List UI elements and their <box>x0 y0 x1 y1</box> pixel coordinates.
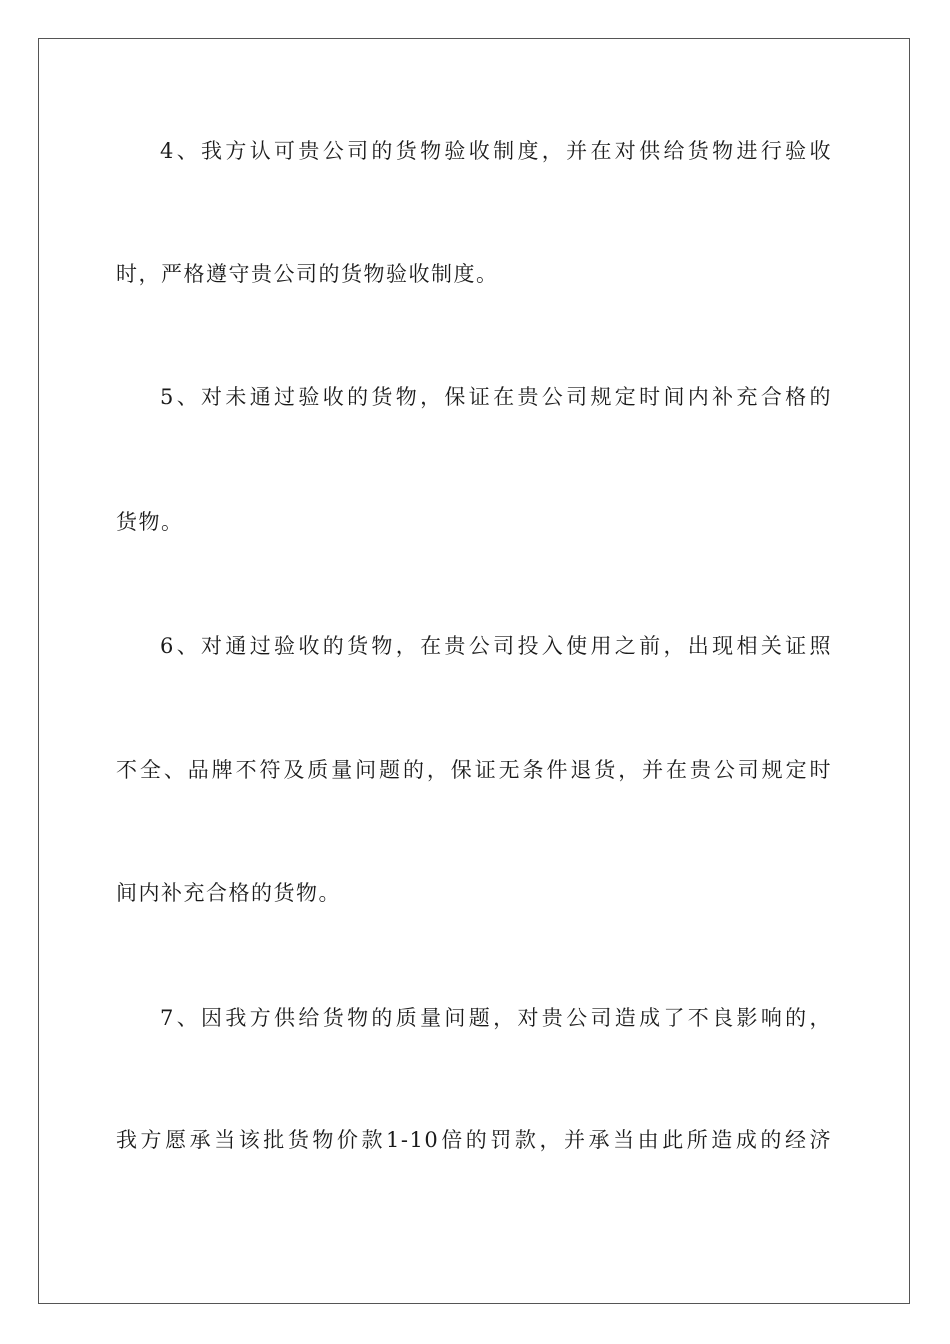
paragraph-4-line-2: 时，严格遵守贵公司的货物验收制度。 <box>116 262 499 286</box>
paragraph-6-line-2: 不全、品牌不符及质量问题的，保证无条件退货，并在贵公司规定时 <box>116 758 832 782</box>
paragraph-6-line-3: 间内补充合格的货物。 <box>116 881 341 905</box>
paragraph-7-line-1: 7、因我方供给货物的质量问题，对贵公司造成了不良影响的， <box>160 1006 832 1030</box>
page-border <box>38 38 910 1304</box>
paragraph-5-line-1: 5、对未通过验收的货物，保证在贵公司规定时间内补充合格的 <box>160 385 832 409</box>
paragraph-7-line-2: 我方愿承当该批货物价款1-10倍的罚款，并承当由此所造成的经济 <box>116 1128 832 1152</box>
paragraph-5-line-2: 货物。 <box>116 510 184 534</box>
paragraph-4-line-1: 4、我方认可贵公司的货物验收制度，并在对供给货物进行验收 <box>160 139 832 163</box>
paragraph-6-line-1: 6、对通过验收的货物，在贵公司投入使用之前，出现相关证照 <box>160 634 832 658</box>
